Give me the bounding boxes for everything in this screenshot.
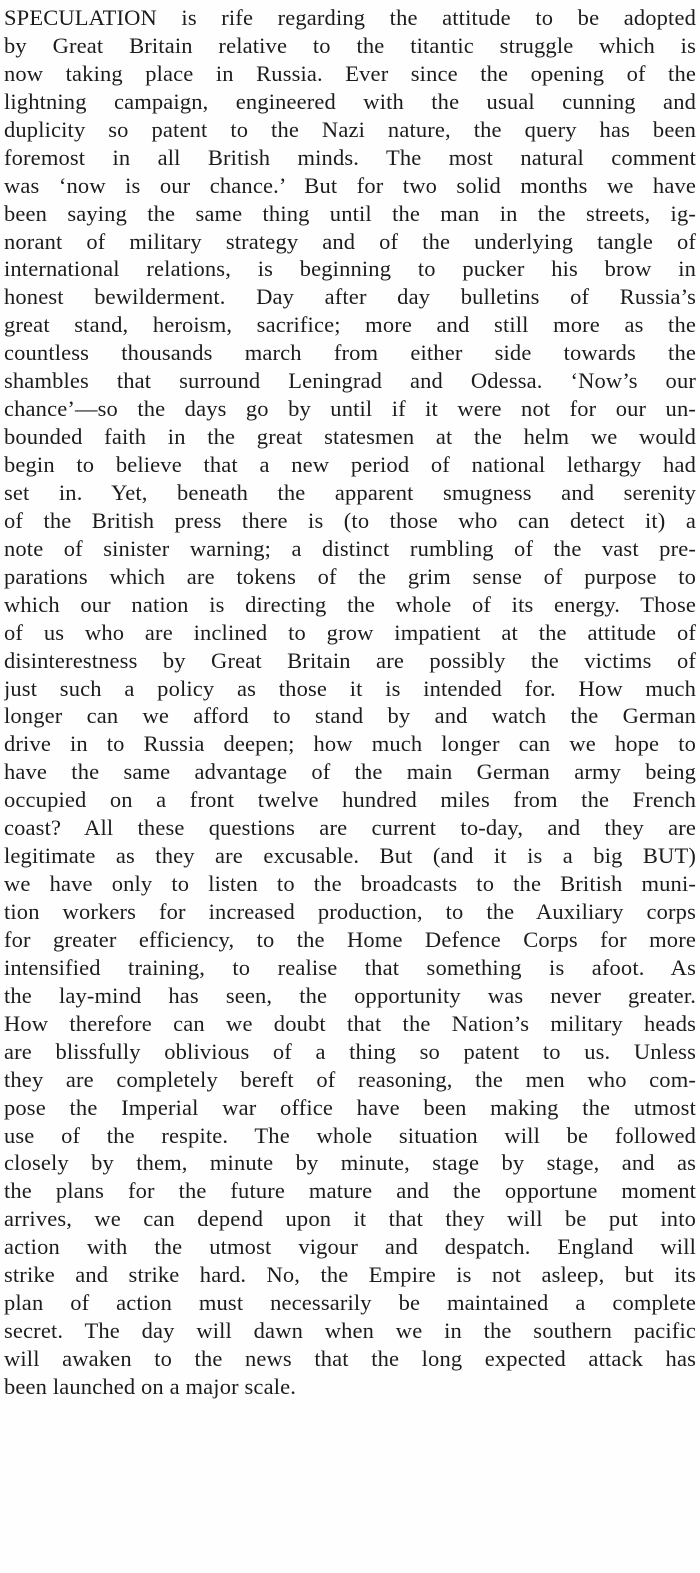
article-line: arrives, we can depend upon it that they will be put into [4,1206,696,1232]
article-line: disinterestness by Great Britain are possibly the victims of [4,647,696,673]
article-line: intensified training, to realise that something is afoot. As [4,954,696,980]
article-line: norant of military strategy and of the underlying tangle of [4,228,696,254]
article-line: have the same advantage of the main German army being [4,759,696,785]
article-line: parations which are tokens of the grim sense of purpose to [4,563,696,589]
article-line: by Great Britain relative to the titantic struggle which is [4,32,696,58]
article-line: How therefore can we doubt that the Nation’s military heads [4,1010,696,1036]
article-line: shambles that surround Leningrad and Odessa. ‘Now’s our [4,368,696,394]
article-line: longer can we afford to stand by and watch the German [4,703,696,729]
article-line: use of the respite. The whole situation will be followed [4,1122,696,1148]
article-line: the lay-mind has seen, the opportunity was never greater. [4,982,696,1008]
article-line: will awaken to the news that the long expected attack has [4,1346,696,1371]
article-line: duplicity so patent to the Nazi nature, the query has been [4,116,696,142]
article-line: legitimate as they are excusable. But (and it is a big BUT) [4,843,696,869]
article-line: was ‘now is our chance.’ But for two solid months we have [4,172,696,198]
article-line: they are completely bereft of reasoning, the men who com- [4,1066,696,1092]
article-line: now taking place in Russia. Ever since the opening of the [4,60,696,86]
article-line: of the British press there is (to those who can detect it) a [4,507,696,533]
article-line: been saying the same thing until the man in the streets, ig- [4,200,696,226]
article-line: are blissfully oblivious of a thing so patent to us. Unless [4,1038,696,1064]
article-line: countless thousands march from either side towards the [4,340,696,366]
article-line: of us who are inclined to grow impatient at the attitude of [4,619,696,645]
article-line: honest bewilderment. Day after day bulletins of Russia’s [4,284,696,310]
article-line: which our nation is directing the whole of its energy. Those [4,591,696,617]
article-line: lightning campaign, engineered with the usual cunning and [4,88,696,114]
article-line: occupied on a front twelve hundred miles from the French [4,787,696,813]
article-line: for greater efficiency, to the Home Defence Corps for more [4,926,696,952]
article-line: SPECULATION is rife regarding the attitude to be adopted [4,5,696,30]
article-line: set in. Yet, beneath the apparent smugness and serenity [4,479,696,505]
article-line: international relations, is beginning to pucker his brow in [4,256,696,282]
article-line: been launched on a major scale. [4,1373,297,1399]
article-line: the plans for the future mature and the opportune moment [4,1178,696,1204]
article-line: we have only to listen to the broadcasts to the British muni- [4,871,696,897]
article-line: foremost in all British minds. The most natural comment [4,144,696,170]
article-line: closely by them, minute by minute, stage by stage, and as [4,1150,696,1176]
article-line: just such a policy as those it is intended for. How much [4,675,696,701]
article-line: strike and strike hard. No, the Empire is not asleep, but its [4,1262,696,1288]
article-line: drive in to Russia deepen; how much longer can we hope to [4,731,696,757]
article-line: great stand, heroism, sacrifice; more and still more as the [4,312,696,338]
article-line: plan of action must necessarily be maintained a complete [4,1290,696,1316]
article-line: action with the utmost vigour and despatch. England will [4,1234,696,1260]
article-line: secret. The day will dawn when we in the southern pacific [4,1318,696,1344]
article-line: begin to believe that a new period of national lethargy had [4,452,696,477]
article-line: chance’—so the days go by until if it were not for our un- [4,396,696,422]
article-line: coast? All these questions are current to-day, and they are [4,815,696,841]
article-line: note of sinister warning; a distinct rumbling of the vast pre- [4,535,696,561]
article-body [4,4,696,1401]
article-line: pose the Imperial war office have been making the utmost [4,1094,696,1120]
article-line: tion workers for increased production, to the Auxiliary corps [4,899,696,924]
article-line: bounded faith in the great statesmen at the helm we would [4,424,696,450]
